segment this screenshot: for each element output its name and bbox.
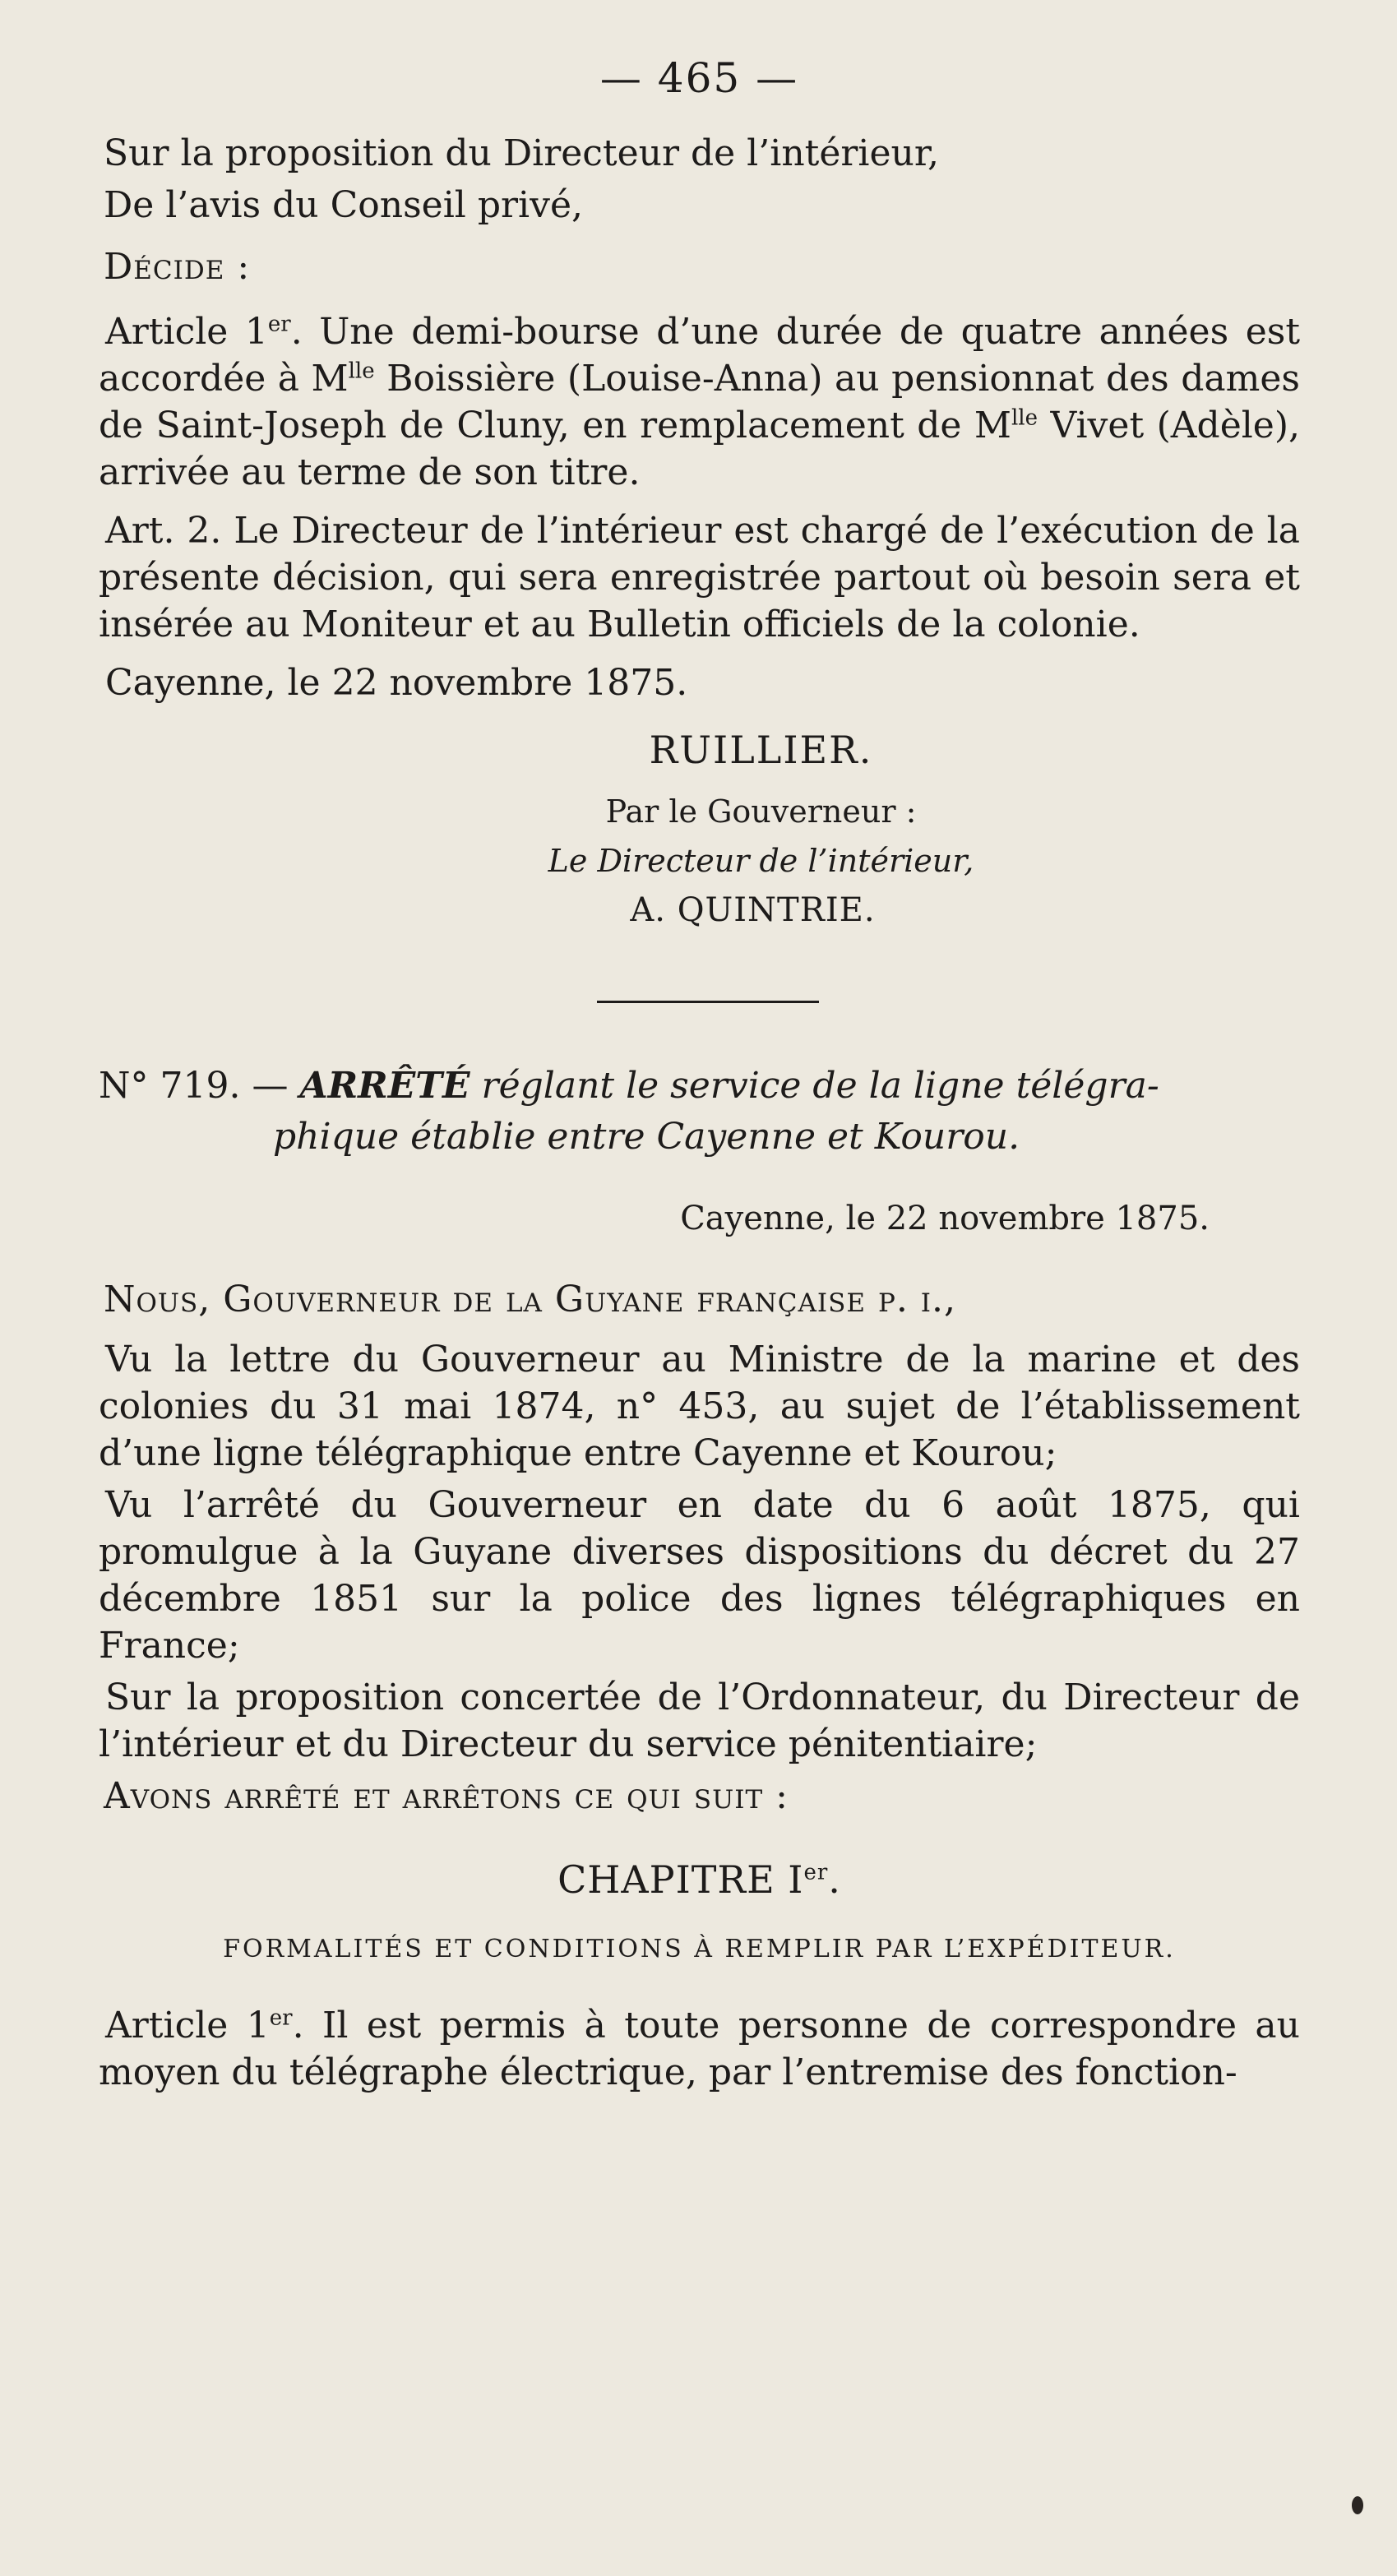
nous-line — [99, 1276, 1300, 1323]
nous-text: Nous, Gouverneur de la Guyane française p. i., — [104, 1279, 957, 1320]
decree-title-rest: réglant le service de la ligne télégra- — [470, 1065, 1159, 1107]
signatory-role: Le Directeur de l’intérieur, — [548, 843, 974, 879]
page-number: — 465 — — [599, 54, 799, 102]
chapter-title-a: CHAPITRE I — [557, 1857, 804, 1902]
preamble-section — [99, 1276, 1300, 1820]
decision-section — [99, 130, 1300, 706]
article-1-text-b: Boissière (Louise-Anna) au pensionnat des dames de Saint-Joseph de Cluny, en remplacement de M — [99, 358, 1300, 446]
decree-date: Cayenne, le 22 novembre 1875. — [680, 1200, 1210, 1237]
article-1-sup-1: lle — [348, 358, 375, 384]
chapter-title-sup: er — [803, 1860, 829, 1885]
article-1-label: Article 1 — [105, 311, 268, 353]
article-1-text-a: . Une demi-bourse d’une durée de quatre années est accordée à M — [99, 311, 1300, 400]
vu-paragraph-2: Vu l’arrêté du Gouverneur en date du 6 août 1875, qui promulgue à la Guyane diverses dispositions du décret du 27 décembre 1851 sur la police des lignes télégraphiques en France; — [99, 1484, 1300, 1667]
proposition-paragraph: Sur la proposition concertée de l’Ordonnateur, du Directeur de l’intérieur et du Directeur du service pénitentiaire; — [99, 1676, 1300, 1765]
chapter-article-1-text: . Il est permis à toute personne de correspondre au moyen du télégraphe électrique, par l’entremise des fonction- — [99, 2005, 1301, 2093]
ink-spot — [1352, 2496, 1363, 2514]
chapter-article-section — [99, 2002, 1300, 2096]
signatory-name: RUILLIER. — [649, 728, 873, 772]
director-name: A. QUINTRIE. — [630, 891, 876, 929]
section-divider — [597, 1001, 819, 1003]
article-1-sup-2: lle — [1011, 405, 1038, 431]
chapter-title-b: . — [828, 1857, 841, 1902]
intro-line-2: De l’avis du Conseil privé, — [104, 184, 583, 226]
decree-title-bold: ARRÊTÉ — [299, 1065, 470, 1107]
decision-article-2: Art. 2. Le Directeur de l’intérieur est chargé de l’exécution de la présente décision, qui sera enregistrée partout où besoin sera et insérée au Moniteur et au Bulletin officiels de la colonie. — [99, 510, 1300, 645]
article-1-label-sup: er — [267, 312, 291, 337]
chapter-article-1-label: Article 1 — [105, 2005, 270, 2046]
place-date-1: Cayenne, le 22 novembre 1875. — [105, 662, 688, 704]
decree-title-line-2: phique établie entre Cayenne et Kourou. — [273, 1116, 1020, 1158]
avons-line: Avons arrêté et arrêtons ce qui suit : — [104, 1775, 789, 1817]
chapter-subtitle: FORMALITÉS ET CONDITIONS À REMPLIR PAR L’EXPÉDITEUR. — [223, 1935, 1176, 1963]
decree-number: N° 719. — — [99, 1065, 289, 1107]
signature-block — [99, 721, 1300, 935]
chapter-article-1 — [99, 2002, 1300, 2096]
signatory-par: Par le Gouverneur : — [605, 793, 917, 830]
chapter-title — [99, 1852, 1300, 1907]
intro-line-1: Sur la proposition du Directeur de l’intérieur, — [104, 132, 940, 174]
decision-article-1 — [99, 308, 1300, 496]
chapter-article-1-sup: er — [269, 2005, 293, 2031]
decide-label: Décide : — [104, 246, 251, 288]
vu-paragraph-1: Vu la lettre du Gouverneur au Ministre de la marine et des colonies du 31 mai 1874, n° 453, au sujet de l’établissement d’une ligne télégraphique entre Cayenne et Kourou; — [99, 1339, 1300, 1474]
decree-heading — [99, 1061, 1300, 1163]
article-1-text-c: Vivet (Adèle), arrivée au terme de son titre. — [99, 405, 1300, 493]
